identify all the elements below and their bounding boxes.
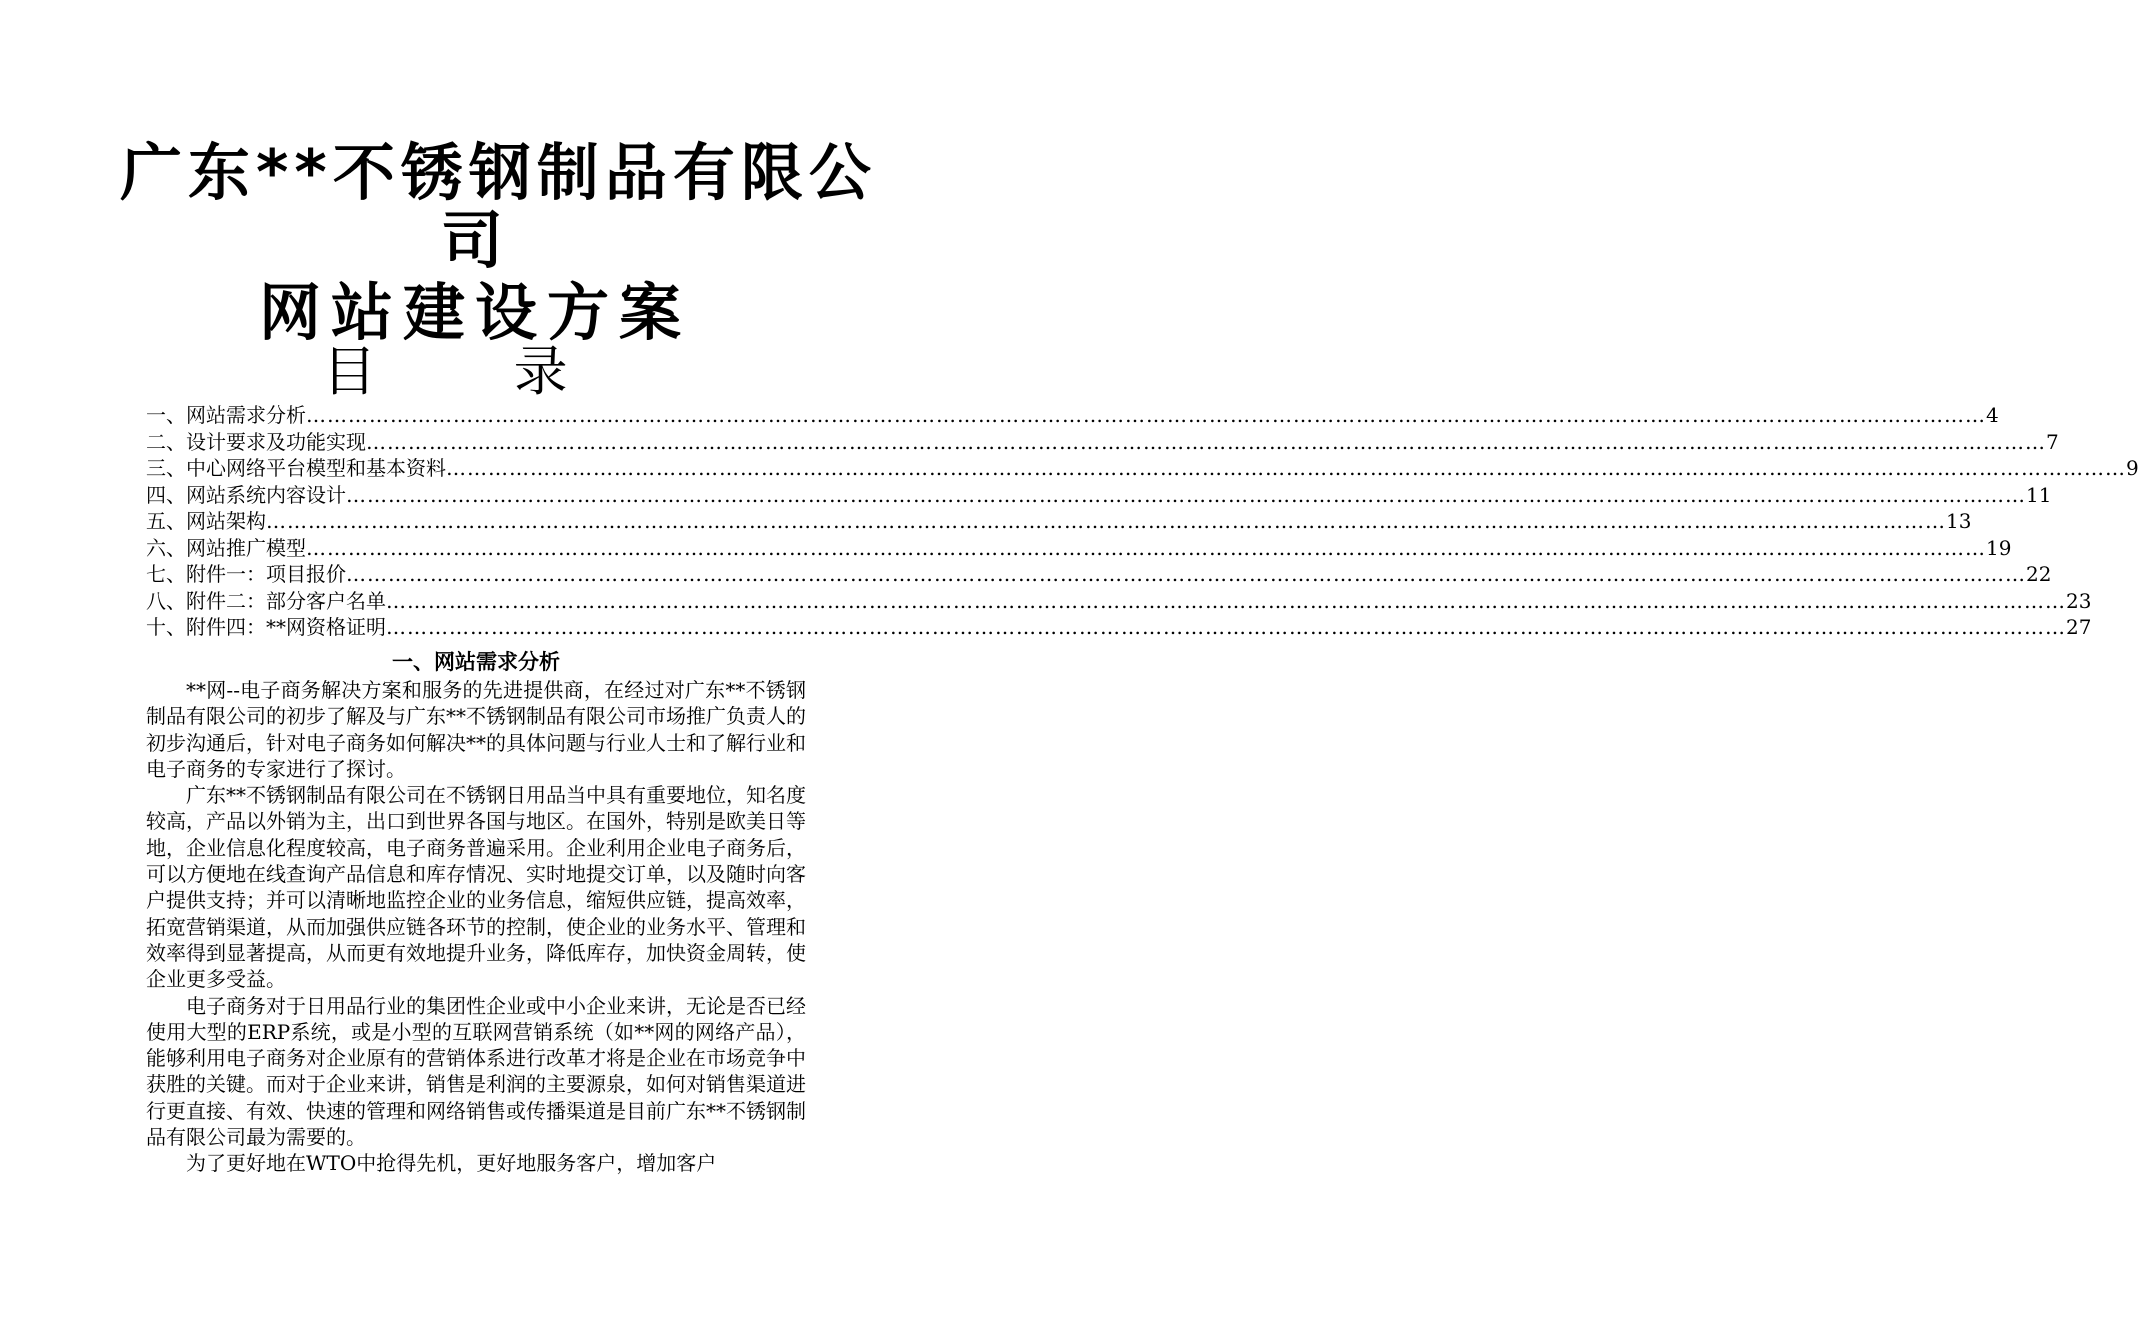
body-paragraph: **网--电子商务解决方案和服务的先进提供商，在经过对广东**不锈钢制品有限公司的初步了解及与广东**不锈钢制品有限公司市场推广负责人的初步沟通后，针对电子商务如何解决**的具体问题与行业人士和了解行业和电子商务的专家进行了探讨。	[146, 678, 806, 781]
toc-entry	[146, 535, 2012, 562]
body-paragraph: 广东**不锈钢制品有限公司在不锈钢日用品当中具有重要地位，知名度较高，产品以外销为主，出口到世界各国与地区。在国外，特别是欧美日等地，企业信息化程度较高，电子商务普遍采用。企业利用企业电子商务后，可以方便地在线查询产品信息和库存情况、实时地提交订单，以及随时向客户提供支持；并可以清晰地监控企业的业务信息，缩短供应链，提高效率，拓宽营销渠道，从而加强供应链各环节的控制，使企业的业务水平、管理和效率得到显著提高，从而更有效地提升业务，降低库存，加快资金周转，使企业更多受益。	[146, 783, 806, 992]
toc-entry	[146, 455, 2139, 482]
toc-entry	[146, 588, 2092, 615]
toc-leader-dots: ……………………………………………………………………………………………………………………………………………………………………………………………………………………	[306, 403, 1986, 427]
toc-entry-page: 4	[1986, 403, 1999, 427]
toc-entry	[146, 482, 2052, 509]
toc-entry-page: 11	[2026, 482, 2052, 507]
toc-entry-label: 六、网站推广模型	[146, 535, 306, 560]
doc-title-line-1: 广东**不锈钢制品有限公	[120, 136, 877, 209]
toc-entry	[146, 429, 2059, 456]
toc-leader-dots: ……………………………………………………………………………………………………………………………………………………………………………………………………………………	[446, 456, 2126, 480]
toc-entry	[146, 508, 1972, 535]
toc-entry-label: 三、中心网络平台模型和基本资料	[146, 456, 446, 480]
body-paragraph: 电子商务对于日用品行业的集团性企业或中小企业来讲，无论是否已经使用大型的ERP系统，或是小型的互联网营销系统（如**网的网络产品），能够利用电子商务对企业原有的营销体系进行改革才将是企业在市场竞争中获胜的关键。而对于企业来讲，销售是利润的主要源泉，如何对销售渠道进行更直接、有效、快速的管理和网络销售或传播渠道是目前广东**不锈钢制品有限公司最为需要的。	[146, 993, 806, 1150]
toc-leader-dots: ……………………………………………………………………………………………………………………………………………………………………………………………………………………	[346, 562, 2026, 586]
toc-entry-page: 22	[2026, 562, 2052, 586]
toc-leader-dots: ……………………………………………………………………………………………………………………………………………………………………………………………………………………	[386, 615, 2066, 639]
doc-title-line-3: 网站建设方案	[258, 276, 691, 349]
toc-leader-dots: ……………………………………………………………………………………………………………………………………………………………………………………………………………………	[306, 535, 1986, 560]
toc-leader-dots: ……………………………………………………………………………………………………………………………………………………………………………………………………………………	[386, 588, 2066, 613]
toc-entry-label: 一、网站需求分析	[146, 403, 306, 427]
toc-leader-dots: ……………………………………………………………………………………………………………………………………………………………………………………………………………………	[346, 482, 2026, 507]
toc-entry-page: 7	[2046, 429, 2059, 454]
toc-entry-label: 二、设计要求及功能实现	[146, 429, 366, 454]
toc-entry-page: 27	[2066, 615, 2092, 639]
doc-title-line-2: 司	[440, 204, 509, 277]
toc-heading: 目 录	[322, 340, 628, 403]
toc-entry-page: 9	[2126, 456, 2139, 480]
table-of-contents	[146, 402, 2139, 641]
toc-entry	[146, 561, 2052, 588]
toc-entry-page: 23	[2066, 588, 2092, 613]
toc-entry-label: 八、附件二：部分客户名单	[146, 588, 386, 613]
toc-entry-page: 13	[1946, 509, 1972, 533]
toc-entry	[146, 402, 1999, 429]
toc-entry-label: 四、网站系统内容设计	[146, 482, 346, 507]
section-title: 一、网站需求分析	[392, 649, 560, 674]
toc-entry-label: 七、附件一：项目报价	[146, 562, 346, 586]
toc-entry-label: 五、网站架构	[146, 509, 266, 533]
body-text	[146, 677, 806, 1177]
toc-leader-dots: ……………………………………………………………………………………………………………………………………………………………………………………………………………………	[266, 509, 1946, 533]
toc-entry	[146, 614, 2092, 641]
toc-entry-page: 19	[1986, 535, 2012, 560]
body-paragraph: 为了更好地在WTO中抢得先机，更好地服务客户，增加客户	[186, 1151, 717, 1176]
toc-entry-label: 十、附件四：**网资格证明	[146, 615, 386, 639]
toc-leader-dots: ……………………………………………………………………………………………………………………………………………………………………………………………………………………	[366, 429, 2046, 454]
